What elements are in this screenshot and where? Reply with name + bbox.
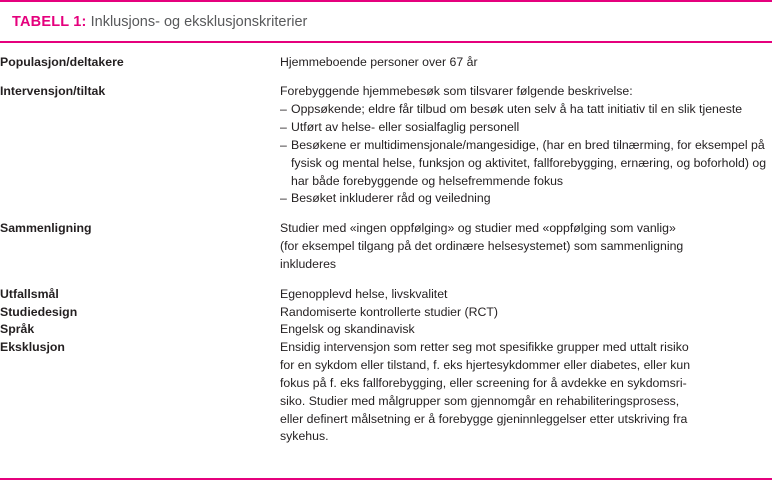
spacer — [280, 274, 772, 286]
row-value-line: siko. Studier med målgrupper som gjennomgår en rehabiliteringsprosess, — [280, 393, 680, 408]
table-row — [0, 43, 772, 72]
row-key-label: Utfallsmål — [0, 286, 59, 301]
spacer — [0, 43, 280, 54]
row-value-line: sykehus. — [280, 429, 329, 444]
table-caption — [0, 2, 772, 41]
table-row — [0, 339, 772, 446]
row-key-cell — [0, 321, 280, 339]
row-value-line: Ensidig intervensjon som retter seg mot spesifikke grupper med uttalt risiko — [280, 340, 689, 355]
spacer — [280, 208, 772, 220]
row-value-line: fokus på f. eks fallforebygging, eller screening for å avdekke en sykdomsri- — [280, 375, 687, 390]
table-row — [0, 208, 772, 273]
row-value-cell — [280, 321, 772, 339]
row-value-line: eller definert målsetning er å forebygge gjeninnleggelser etter utskriving fra — [280, 411, 688, 426]
row-key-cell — [0, 304, 280, 322]
table-row — [0, 321, 772, 339]
row-key-cell — [0, 208, 280, 273]
row-value-line: Egenopplevd helse, livskvalitet — [280, 286, 448, 301]
criteria-table — [0, 43, 772, 447]
row-key-label: Intervensjon/tiltak — [0, 84, 106, 99]
row-value-line: Engelsk og skandinavisk — [280, 322, 415, 337]
row-value-line: Forebyggende hjemmebesøk som tilsvarer følgende beskrivelse: — [280, 84, 633, 99]
row-value-cell — [280, 274, 772, 304]
list-item: – Utført av helse- eller sosialfaglig personell — [280, 119, 772, 137]
row-value-line: inkluderes — [280, 256, 337, 271]
row-value-cell — [280, 43, 772, 72]
table-row — [0, 274, 772, 304]
row-key-label: Sammenligning — [0, 221, 92, 236]
row-value-cell — [280, 339, 772, 446]
list-item: – Besøket inkluderer råd og veiledning — [280, 190, 772, 208]
table-caption-text: Inklusjons- og eksklusjonskriterier — [90, 14, 308, 30]
spacer — [280, 71, 772, 83]
spacer — [0, 71, 280, 83]
spacer — [0, 208, 280, 220]
row-value-line: Randomiserte kontrollerte studier (RCT) — [280, 304, 498, 319]
list-item: – Besøkene er multidimensjonale/mangesidige, (har en bred tilnærming, for eksempel på fysisk og mental helse, funksjon og aktivitet, fallforebygging, ernæring, og boforhold) og har både forebyggende og helsefremmende fokus — [280, 137, 772, 190]
table-row — [0, 71, 772, 208]
row-key-label: Studiedesign — [0, 304, 78, 319]
spacer — [0, 274, 280, 286]
row-value-line: Hjemmeboende personer over 67 år — [280, 54, 478, 69]
row-key-cell — [0, 43, 280, 72]
row-key-cell — [0, 339, 280, 446]
row-value-line: Studier med «ingen oppfølging» og studier med «oppfølging som vanlig» — [280, 221, 676, 236]
row-key-cell — [0, 274, 280, 304]
row-value-cell — [280, 71, 772, 208]
row-key-cell — [0, 71, 280, 208]
row-value-cell — [280, 304, 772, 322]
row-key-label: Språk — [0, 322, 35, 337]
spacer — [280, 43, 772, 54]
bullet-list — [280, 101, 772, 208]
row-key-label: Eksklusjon — [0, 340, 65, 355]
row-value-line: (for eksempel tilgang på det ordinære helsesystemet) som sammenligning — [280, 239, 684, 254]
list-item: – Oppsøkende; eldre får tilbud om besøk uten selv å ha tatt initiativ til en slik tjeneste — [280, 101, 772, 119]
row-value-line: for en sykdom eller tilstand, f. eks hjertesykdommer eller diabetes, eller kun — [280, 358, 691, 373]
row-value-cell — [280, 208, 772, 273]
table-row — [0, 304, 772, 322]
table-caption-label: TABELL 1: — [12, 14, 87, 30]
row-key-label: Populasjon/deltakere — [0, 54, 124, 69]
